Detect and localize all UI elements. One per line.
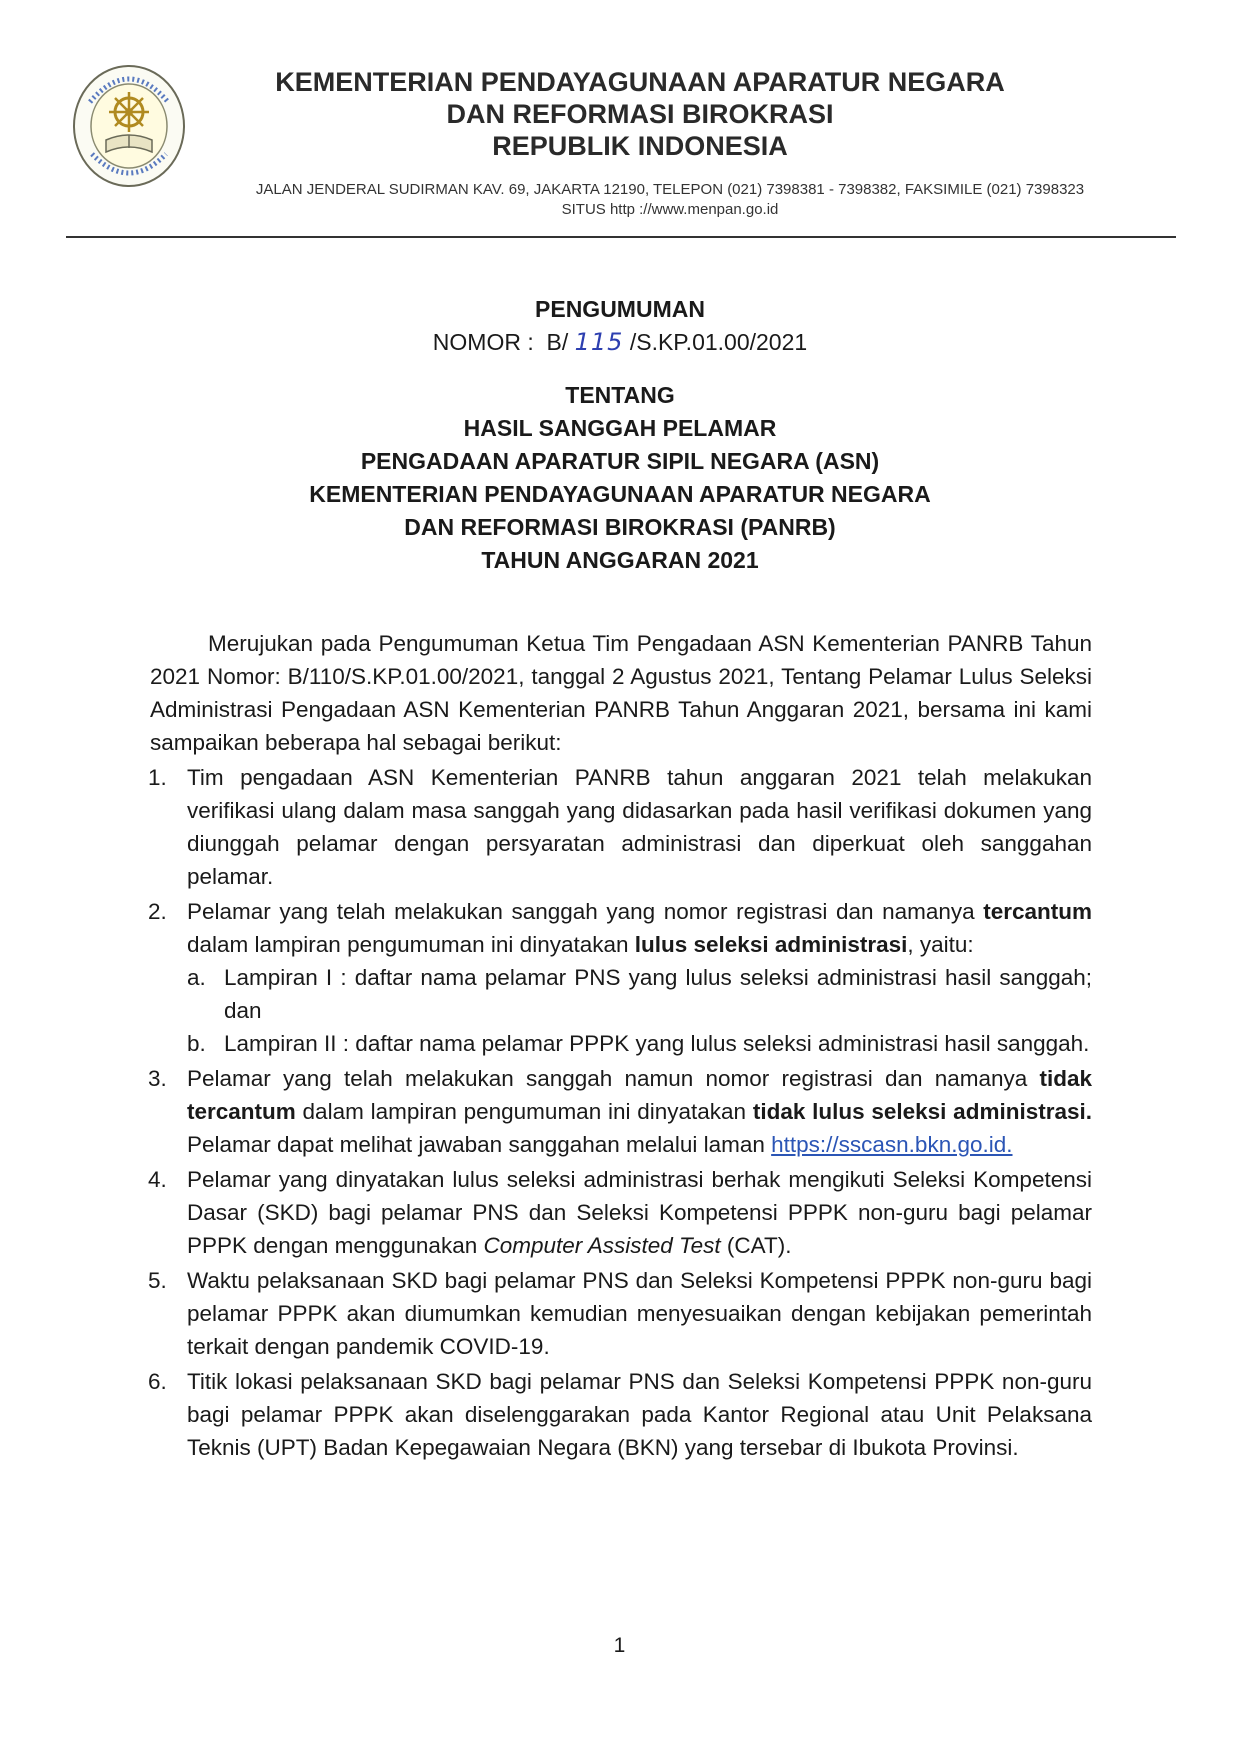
website-line: SITUS http ://www.menpan.go.id [561, 201, 779, 218]
announcement-heading [100, 293, 1140, 577]
list-item-text: , yaitu: [907, 932, 974, 957]
list-item-text: Pelamar yang telah melakukan sanggah yang nomor registrasi dan namanya [187, 899, 984, 924]
list-item-text: dalam lampiran pengumuman ini dinyatakan [187, 932, 635, 957]
nomor-suffix: /S.KP.01.00/2021 [623, 329, 808, 355]
subject-line-4: DAN REFORMASI BIROKRASI (PANRB) [404, 514, 836, 540]
announcement-label: PENGUMUMAN [535, 296, 705, 322]
sub-list-item-text: Lampiran I : daftar nama pelamar PNS yang lulus seleksi administrasi hasil sanggah; dan [224, 965, 1092, 1023]
list-item-number: 5. [148, 1268, 167, 1293]
list-item-number: 4. [148, 1167, 167, 1192]
sub-list-item-letter: b. [187, 1031, 206, 1056]
list-item-number: 2. [148, 899, 167, 924]
nomor-prefix: NOMOR : B/ [432, 329, 575, 355]
intro-paragraph: Merujukan pada Pengumuman Ketua Tim Pengadaan ASN Kementerian PANRB Tahun 2021 Nomor: B/110/S.KP.01.00/2021, tanggal 2 Agustus 2021, Tentang Pelamar Lulus Seleksi Administrasi Pengadaan ASN Kementerian PANRB Tahun Anggaran 2021, bersama ini kami sampaikan beberapa hal sebagai berikut: [150, 631, 1092, 755]
list-item [150, 1163, 1092, 1262]
list-item-number: 6. [148, 1369, 167, 1394]
list-item-text: Pelamar yang dinyatakan lulus seleksi administrasi berhak mengikuti Seleksi Kompetensi Dasar (SKD) bagi pelamar PNS dan Seleksi Kompetensi PPPK non-guru bagi pelamar PPPK dengan menggunakan [187, 1167, 1092, 1258]
address-line: JALAN JENDERAL SUDIRMAN KAV. 69, JAKARTA 12190, TELEPON (021) 7398381 - 7398382, FAKSIMILE (021) 7398323 [255, 181, 1085, 198]
list-item-text: Tim pengadaan ASN Kementerian PANRB tahun anggaran 2021 telah melakukan verifikasi ulang dalam masa sanggah yang didasarkan pada hasil verifikasi dokumen yang diunggah pelamar dengan persyaratan administrasi dan diperkuat oleh sanggahan pelamar. [187, 765, 1092, 889]
sub-list-item-letter: a. [187, 965, 206, 990]
list-item-text: Pelamar yang telah melakukan sanggah namun nomor registrasi dan namanya [187, 1066, 1040, 1091]
list-item-number: 3. [148, 1066, 167, 1091]
emphasis-text: tidak tercantum [187, 1066, 1092, 1124]
list-item-text: (CAT). [720, 1233, 792, 1258]
list-item [150, 1264, 1092, 1363]
list-item-text: Titik lokasi pelaksanaan SKD bagi pelamar PNS dan Seleksi Kompetensi PPPK non-guru bagi pelamar PPPK akan diselenggarakan pada Kantor Regional atau Unit Pelaksana Teknis (UPT) Badan Kepegawaian Negara (BKN) yang tersebar di Ibukota Provinsi. [187, 1369, 1092, 1460]
ministry-emblem-icon [70, 62, 188, 190]
sscasn-link[interactable]: https://sscasn.bkn.go.id. [771, 1132, 1013, 1157]
list-item [150, 1365, 1092, 1464]
subject-line-2: PENGADAAN APARATUR SIPIL NEGARA (ASN) [360, 448, 880, 474]
list-item-text: Pelamar dapat melihat jawaban sanggahan melalui laman [187, 1132, 772, 1157]
list-item-text: Waktu pelaksanaan SKD bagi pelamar PNS dan Seleksi Kompetensi PPPK non-guru bagi pelamar PPPK akan diumumkan kemudian menyesuaikan dengan kebijakan pemerintah terkait dengan pandemik COVID-19. [187, 1268, 1092, 1359]
sub-list-item-text: Lampiran II : daftar nama pelamar PPPK yang lulus seleksi administrasi hasil sanggah. [224, 1031, 1090, 1056]
list-item-number: 1. [148, 765, 167, 790]
subject-line-3: KEMENTERIAN PENDAYAGUNAAN APARATUR NEGARA [309, 481, 931, 507]
sub-list-item [187, 1027, 1092, 1060]
subject-line-5: TAHUN ANGGARAN 2021 [481, 547, 759, 573]
announcement-body [150, 627, 1092, 1464]
tentang-label: TENTANG [565, 382, 675, 408]
announcement-number [100, 326, 1140, 359]
letterhead-divider [66, 236, 1176, 238]
list-item [150, 761, 1092, 893]
page-number: 1 [613, 1634, 626, 1657]
emphasis-text: tidak lulus seleksi administrasi. [752, 1099, 1092, 1124]
italic-term: Computer Assisted Test [483, 1233, 721, 1258]
sub-list-item [187, 961, 1092, 1027]
ministry-name-line-2: DAN REFORMASI BIROKRASI [446, 99, 834, 129]
emphasis-text: lulus seleksi administrasi [634, 932, 908, 957]
subject-line-1: HASIL SANGGAH PELAMAR [463, 415, 777, 441]
list-item-text: dalam lampiran pengumuman ini dinyatakan [295, 1099, 753, 1124]
emphasis-text: tercantum [983, 899, 1092, 924]
list-item [150, 895, 1092, 1060]
nomor-handwritten: 115 [574, 328, 624, 356]
ministry-name-line-3: REPUBLIK INDONESIA [492, 131, 788, 161]
ministry-address [175, 180, 1165, 220]
announcement-list [150, 761, 1092, 1464]
ministry-name-line-1: KEMENTERIAN PENDAYAGUNAAN APARATUR NEGARA [275, 67, 1005, 97]
list-item [150, 1062, 1092, 1161]
ministry-name [210, 66, 1070, 162]
